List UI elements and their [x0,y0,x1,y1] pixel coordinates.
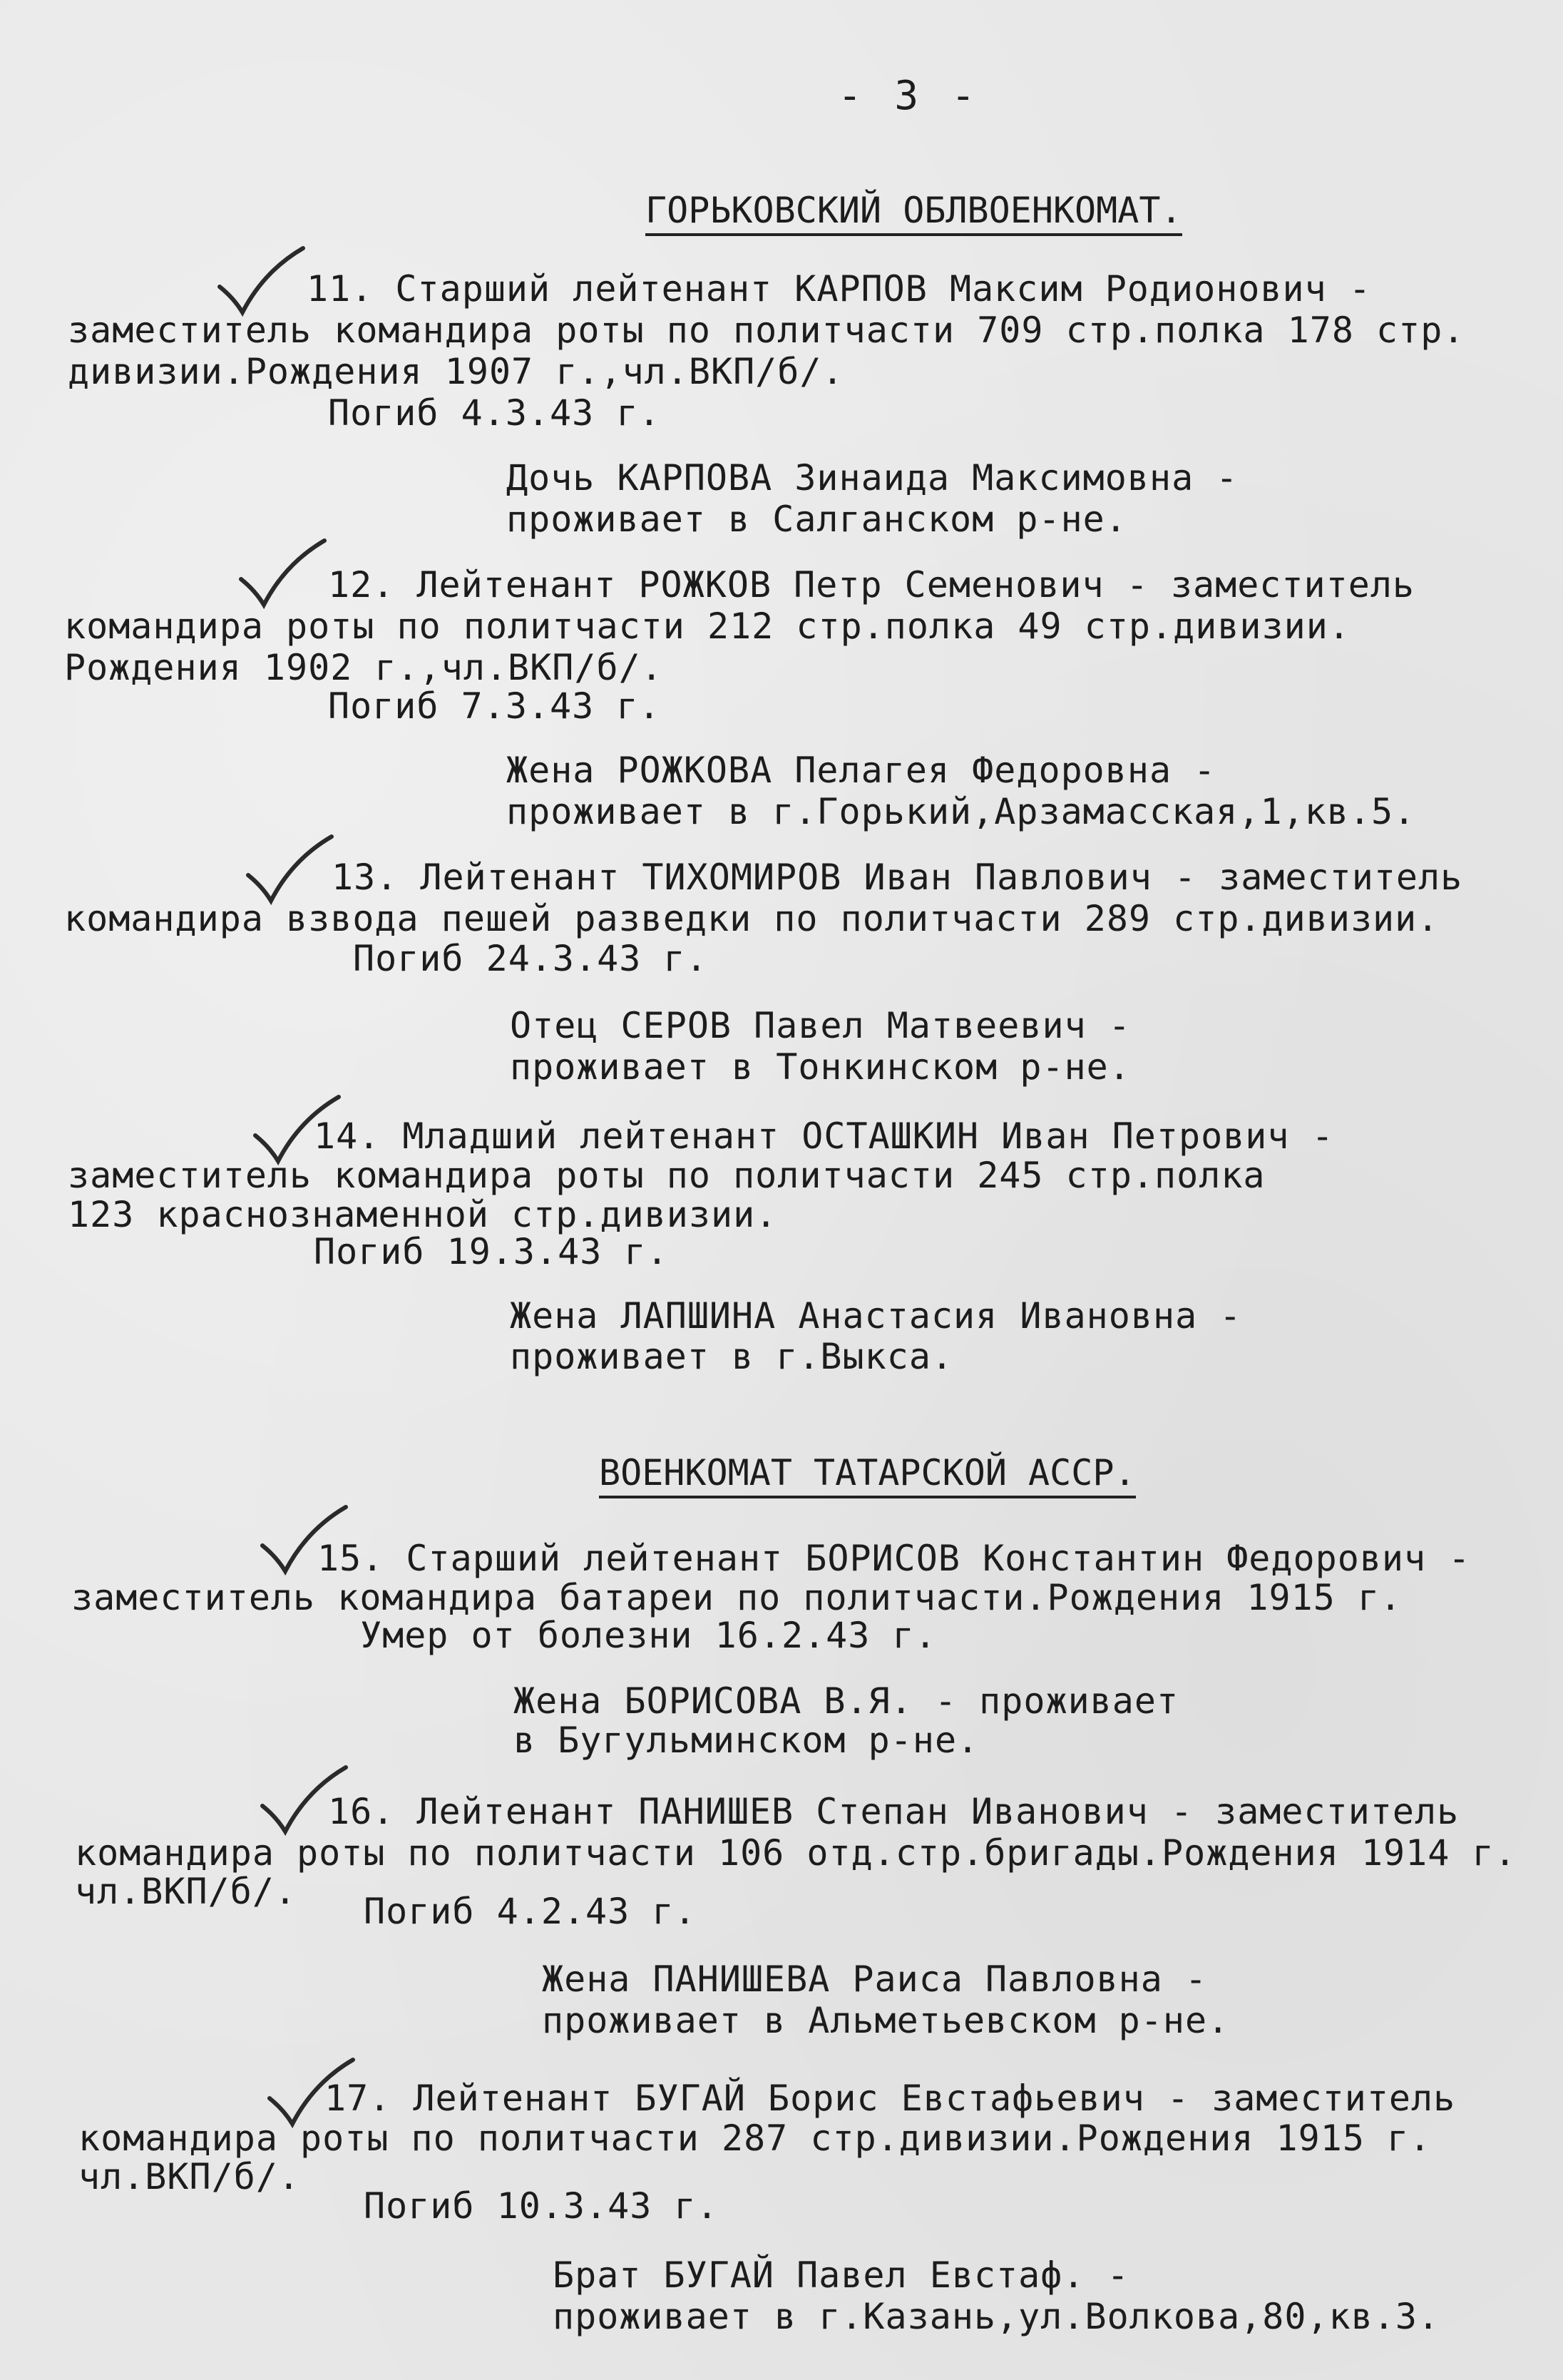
entry-17-line-2: командира роты по политчасти 287 стр.дивизии.Рождения 1915 г. [78,2118,1432,2159]
entry-16-death: Погиб 4.2.43 г. [364,1891,697,1932]
entry-11-relative-2: проживает в Салганском р-не. [506,499,1127,540]
entry-15-line-1: 15. Старший лейтенант БОРИСОВ Константин Федорович - [317,1538,1471,1579]
entry-17-relative-1: Брат БУГАЙ Павел Евстаф. - [553,2254,1129,2296]
entry-14-relative-1: Жена ЛАПШИНА Анастасия Ивановна - [510,1295,1242,1337]
entry-12-relative-1: Жена РОЖКОВА Пелагея Федоровна - [506,750,1216,791]
entry-12-death: Погиб 7.3.43 г. [328,685,661,727]
entry-13-death: Погиб 24.3.43 г. [353,938,708,979]
entry-12-line-3: Рождения 1902 г.,чл.ВКП/б/. [64,647,663,688]
entry-13-relative-1: Отец СЕРОВ Павел Матвеевич - [510,1005,1131,1046]
entry-11-line-3: дивизии.Рождения 1907 г.,чл.ВКП/б/. [68,351,844,392]
entry-11-line-1: 11. Старший лейтенант КАРПОВ Максим Родионович - [307,268,1371,310]
entry-13-line-2: командира взвода пешей разведки по политчасти 289 стр.дивизии. [64,898,1440,939]
entry-17-line-1: 17. Лейтенант БУГАЙ Борис Евстафьевич - заместитель [324,2078,1456,2119]
entry-17-death: Погиб 10.3.43 г. [364,2185,719,2227]
entry-11-line-2: заместитель командира роты по политчасти 709 стр.полка 178 стр. [68,310,1465,351]
entry-14-relative-2: проживает в г.Выкса. [510,1336,954,1377]
section-heading-tatar: ВОЕНКОМАТ ТАТАРСКОЙ АССР. [599,1451,1136,1498]
entry-16-line-3: чл.ВКП/б/. [75,1871,297,1912]
entry-14-line-2: заместитель командира роты по политчасти 245 стр.полка [68,1155,1266,1196]
page-number: - 3 - [838,73,980,119]
entry-16-relative-1: Жена ПАНИШЕВА Раиса Павловна - [542,1958,1208,2000]
entry-11-relative-1: Дочь КАРПОВА Зинаида Максимовна - [506,457,1239,499]
entry-14-death: Погиб 19.3.43 г. [314,1231,669,1272]
entry-14-line-3: 123 краснознаменной стр.дивизии. [68,1194,778,1235]
entry-16-relative-2: проживает в Альметьевском р-не. [542,2000,1230,2041]
check-mark-icon [235,535,328,613]
section-heading-gorky: ГОРЬКОВСКИЙ ОБЛВОЕНКОМАТ. [645,189,1182,236]
entry-15-death: Умер от болезни 16.2.43 г. [360,1615,937,1656]
entry-17-line-3: чл.ВКП/б/. [78,2156,301,2197]
entry-15-relative-2: в Бугульминском р-не. [513,1720,980,1761]
entry-15-line-2: заместитель командира батареи по политчасти.Рождения 1915 г. [71,1577,1403,1618]
entry-13-relative-2: проживает в Тонкинском р-не. [510,1046,1131,1088]
entry-11-death: Погиб 4.3.43 г. [328,392,661,434]
entry-17-relative-2: проживает в г.Казань,ул.Волкова,80,кв.3. [553,2296,1440,2337]
entry-16-line-1: 16. Лейтенант ПАНИШЕВ Степан Иванович - заместитель [328,1791,1460,1832]
entry-12-line-1: 12. Лейтенант РОЖКОВ Петр Семенович - заместитель [328,564,1415,606]
entry-12-relative-2: проживает в г.Горький,Арзамасская,1,кв.5. [506,791,1416,832]
entry-15-relative-1: Жена БОРИСОВА В.Я. - проживает [513,1680,1179,1722]
entry-13-line-1: 13. Лейтенант ТИХОМИРОВ Иван Павлович - заместитель [332,857,1463,898]
entry-12-line-2: командира роты по политчасти 212 стр.полка 49 стр.дивизии. [64,606,1351,647]
entry-16-line-2: командира роты по политчасти 106 отд.стр.бригады.Рождения 1914 г. [75,1832,1517,1874]
entry-14-line-1: 14. Младший лейтенант ОСТАШКИН Иван Петрович - [314,1115,1334,1157]
